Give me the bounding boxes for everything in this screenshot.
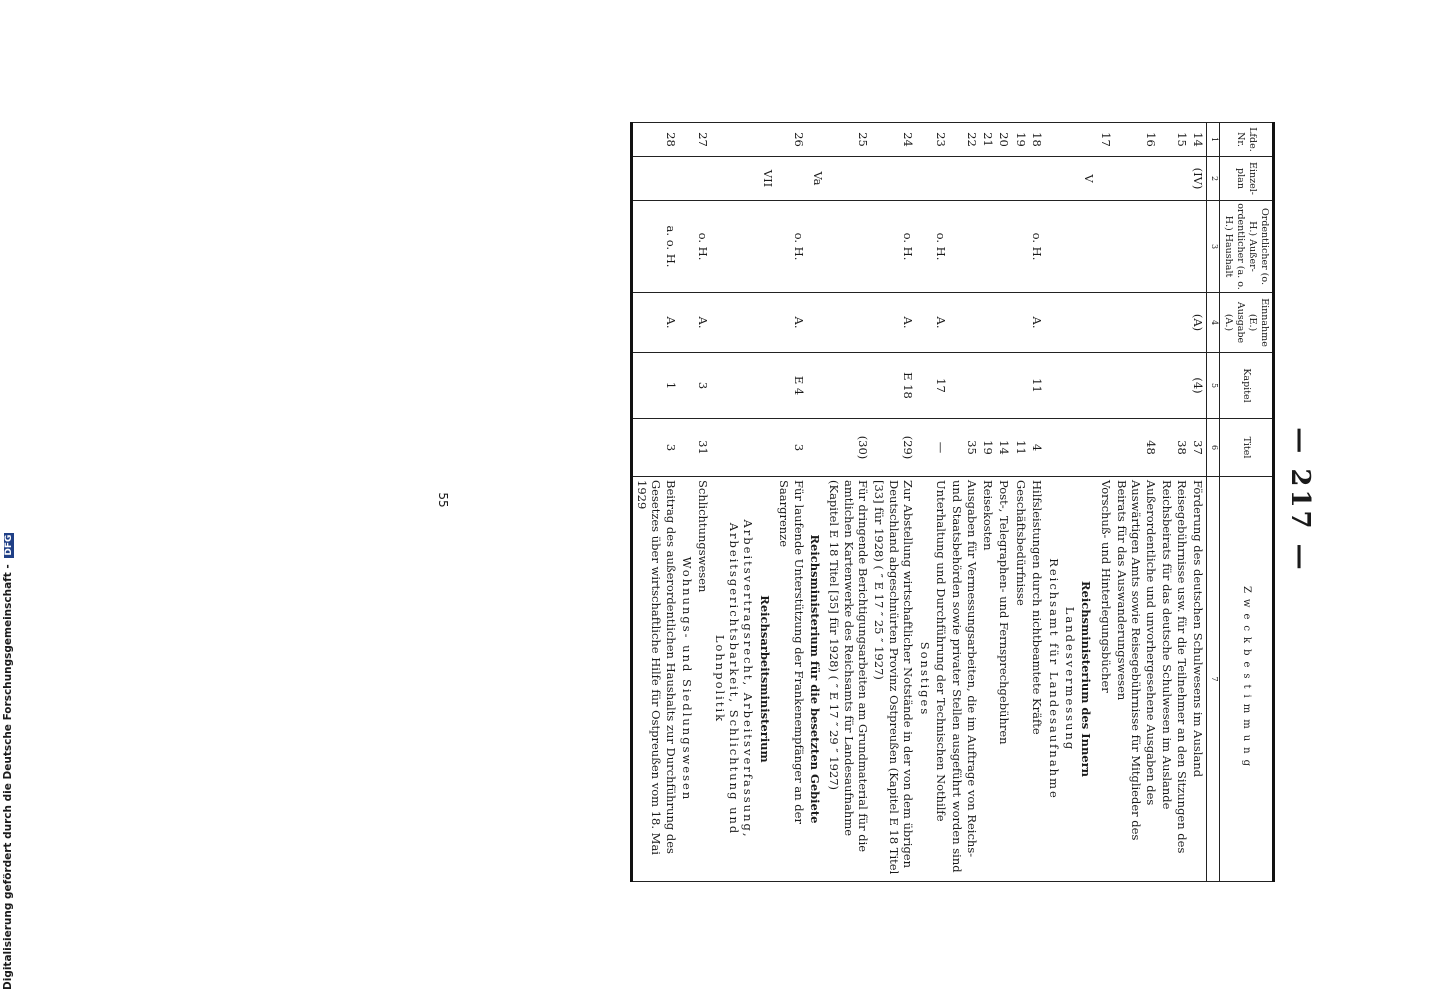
cell-nr	[679, 123, 695, 157]
cell-ea	[1114, 293, 1159, 353]
cell-text: Reichsamt für Landesaufnahme	[1045, 477, 1061, 882]
cell-text: Für laufende Unterstützung der Frankenempfänger an der Saargrenze	[776, 477, 807, 882]
column-number: 4	[1207, 293, 1220, 353]
cell-tit: 38	[1159, 419, 1190, 477]
table-row	[1159, 123, 1190, 882]
cell-tit	[757, 419, 776, 477]
cell-ep	[1013, 157, 1029, 201]
cell-text: Reisegebührnisse usw. für die Teilnehmer an den Sitzungen des Reichsbeirats für das deutsche Schulwesen im Auslande	[1159, 477, 1190, 882]
cell-tit: 37	[1190, 419, 1207, 477]
cell-ea	[1062, 293, 1078, 353]
cell-kap	[1078, 353, 1097, 419]
column-number: 2	[1207, 157, 1220, 201]
cell-ep	[695, 157, 711, 201]
cell-ep: (IV)	[1190, 157, 1207, 201]
cell-ea: (A)	[1190, 293, 1207, 353]
cell-ep: VII	[757, 157, 776, 201]
cell-ep	[632, 157, 679, 201]
cell-tit: 3	[632, 419, 679, 477]
cell-text: Für dringende Berichtigungsarbeiten am Grundmaterial für die amtlichen Kartenwerke des Reichsamts für Landesaufnahme (Kapitel E 18 Titel [35] für 1928) ( ″ E 17 ″ 29 ″ 1927)	[826, 477, 871, 882]
header-einnahme-ausgabe: Einnahme (E.) Ausgabe (A.)	[1220, 293, 1274, 353]
cell-ea	[711, 293, 756, 353]
table-row	[1114, 123, 1159, 882]
cell-ep	[1097, 157, 1113, 201]
table-row	[916, 123, 932, 882]
cell-hh	[826, 201, 871, 293]
cell-hh: a. o. H.	[632, 201, 679, 293]
cell-text: Wohnungs- und Siedlungswesen	[679, 477, 695, 882]
dfg-logo-icon: DFG	[4, 534, 14, 556]
cell-ep	[996, 157, 1012, 201]
cell-tit: 48	[1114, 419, 1159, 477]
cell-text: Post-, Telegraphen- und Fernsprechgebühren	[996, 477, 1012, 882]
cell-nr: 23	[933, 123, 949, 157]
cell-nr: 17	[1097, 123, 1113, 157]
cell-hh	[1190, 201, 1207, 293]
cell-hh: o. H.	[695, 201, 711, 293]
cell-nr: 25	[826, 123, 871, 157]
column-number-row	[1207, 123, 1220, 882]
cell-hh: o. H.	[1029, 201, 1045, 293]
cell-kap: 1	[632, 353, 679, 419]
header-kapitel: Kapitel	[1220, 353, 1274, 419]
cell-hh	[1159, 201, 1190, 293]
cell-tit	[1045, 419, 1061, 477]
table-row	[996, 123, 1012, 882]
cell-kap	[1159, 353, 1190, 419]
cell-nr: 19	[1013, 123, 1029, 157]
cell-ea	[980, 293, 996, 353]
cell-hh	[949, 201, 980, 293]
cell-kap	[826, 353, 871, 419]
cell-ep: Va	[807, 157, 826, 201]
cell-ea: A.	[1029, 293, 1045, 353]
cell-nr: 24	[871, 123, 916, 157]
header-lfde-nr: Lfde. Nr.	[1220, 123, 1274, 157]
header-titel: Titel	[1220, 419, 1274, 477]
cell-kap	[807, 353, 826, 419]
header-haushalt: Ordentlicher (o. H.) Außer-ordentlicher (a. o. H.) Haushalt	[1220, 201, 1274, 293]
cell-tit	[679, 419, 695, 477]
cell-nr: 28	[632, 123, 679, 157]
cell-ea: A.	[776, 293, 807, 353]
cell-tit: (30)	[826, 419, 871, 477]
cell-hh	[807, 201, 826, 293]
cell-kap: E 4	[776, 353, 807, 419]
cell-nr	[757, 123, 776, 157]
cell-kap	[980, 353, 996, 419]
page-number: — 217 —	[1285, 427, 1315, 573]
cell-nr: 20	[996, 123, 1012, 157]
cell-hh	[916, 201, 932, 293]
cell-ep	[1159, 157, 1190, 201]
cell-text: Reisekosten	[980, 477, 996, 882]
cell-tit: —	[933, 419, 949, 477]
cell-ep	[871, 157, 916, 201]
cell-tit: (29)	[871, 419, 916, 477]
cell-nr: 14	[1190, 123, 1207, 157]
table-row	[949, 123, 980, 882]
table-row	[1190, 123, 1207, 882]
cell-ea: A.	[871, 293, 916, 353]
table-row	[1029, 123, 1045, 882]
cell-tit: 3	[776, 419, 807, 477]
cell-ea	[949, 293, 980, 353]
cell-hh	[679, 201, 695, 293]
cell-ea: A.	[632, 293, 679, 353]
cell-kap	[679, 353, 695, 419]
cell-text: Außerordentliche und unvorhergesehene Ausgaben des Auswärtigen Amts sowie Reisegebührnisse für Mitglieder des Beirats für das Auswanderungswesen	[1114, 477, 1159, 882]
cell-kap: 11	[1029, 353, 1045, 419]
cell-tit: 35	[949, 419, 980, 477]
cell-hh: o. H.	[776, 201, 807, 293]
header-row	[1220, 123, 1274, 882]
cell-nr: 18	[1029, 123, 1045, 157]
cell-tit	[1078, 419, 1097, 477]
cell-tit: 14	[996, 419, 1012, 477]
cell-text: Ausgaben für Vermessungsarbeiten, die im Auftrage von Reichs- und Staatsbehörden sowie privater Stellen ausgeführt worden sind	[949, 477, 980, 882]
cell-ea	[807, 293, 826, 353]
cell-ep	[711, 157, 756, 201]
dfg-credit	[2, 533, 14, 990]
cell-ea: A.	[695, 293, 711, 353]
cell-nr	[1078, 123, 1097, 157]
cell-ep	[1062, 157, 1078, 201]
cell-nr	[711, 123, 756, 157]
cell-hh	[757, 201, 776, 293]
cell-ea	[826, 293, 871, 353]
cell-text: Arbeitsvertragsrecht, Arbeitsverfassung, Arbeitsgerichtsbarkeit, Schlichtung und Lohnpolitik	[711, 477, 756, 882]
cell-kap	[949, 353, 980, 419]
cell-ep	[826, 157, 871, 201]
cell-tit: 4	[1029, 419, 1045, 477]
cell-ep	[980, 157, 996, 201]
column-number: 5	[1207, 353, 1220, 419]
cell-nr	[1062, 123, 1078, 157]
table-row	[826, 123, 871, 882]
budget-table	[631, 122, 1276, 882]
cell-hh: o. H.	[871, 201, 916, 293]
cell-nr: 15	[1159, 123, 1190, 157]
table-row	[871, 123, 916, 882]
cell-ep	[679, 157, 695, 201]
cell-nr: 21	[980, 123, 996, 157]
cell-kap	[1062, 353, 1078, 419]
header-zweckbestimmung: Zweckbestimmung	[1220, 477, 1274, 882]
cell-tit	[711, 419, 756, 477]
cell-ep	[1114, 157, 1159, 201]
cell-text: Reichsministerium für die besetzten Gebiete	[807, 477, 826, 882]
cell-ea	[1159, 293, 1190, 353]
cell-nr	[916, 123, 932, 157]
cell-tit: 19	[980, 419, 996, 477]
cell-hh	[1097, 201, 1113, 293]
cell-ep	[1029, 157, 1045, 201]
cell-ea	[916, 293, 932, 353]
cell-ea: A.	[933, 293, 949, 353]
cell-nr: 27	[695, 123, 711, 157]
cell-text: Beitrag des außerordentlichen Haushalts zur Durchführung des Gesetzes über wirtschaftliche Hilfe für Ostpreußen vom 18. Mai 1929	[632, 477, 679, 882]
cell-text: Reichsministerium des Innern	[1078, 477, 1097, 882]
cell-ep	[916, 157, 932, 201]
rotated-content	[140, 100, 1320, 900]
table-row	[1078, 123, 1097, 882]
cell-ea	[1013, 293, 1029, 353]
table-row	[1097, 123, 1113, 882]
cell-nr	[807, 123, 826, 157]
table-row	[807, 123, 826, 882]
cell-text: Zur Abstellung wirtschaftlicher Notstände in der von dem übrigen Deutschland abgeschnürten Provinz Ostpreußen (Kapitel E 18 Titel [33] für 1928) ( ″ E 17 ″ 25 ″ 1927)	[871, 477, 916, 882]
cell-kap: (4)	[1190, 353, 1207, 419]
cell-kap	[1045, 353, 1061, 419]
cell-nr: 16	[1114, 123, 1159, 157]
column-number: 3	[1207, 201, 1220, 293]
cell-ep	[1045, 157, 1061, 201]
cell-ea	[679, 293, 695, 353]
cell-text: Schlichtungswesen	[695, 477, 711, 882]
table-row	[1045, 123, 1061, 882]
cell-ep	[933, 157, 949, 201]
cell-kap: 3	[695, 353, 711, 419]
cell-tit: 31	[695, 419, 711, 477]
table-row	[632, 123, 679, 882]
dfg-credit-text: Digitalisierung gefördert durch die Deutsche Forschungsgemeinschaft -	[2, 564, 14, 990]
cell-text: Förderung des deutschen Schulwesens im Ausland	[1190, 477, 1207, 882]
cell-kap	[711, 353, 756, 419]
cell-hh	[996, 201, 1012, 293]
cell-tit	[807, 419, 826, 477]
table-row	[776, 123, 807, 882]
cell-ea	[1078, 293, 1097, 353]
cell-kap	[1097, 353, 1113, 419]
cell-text: Sonstiges	[916, 477, 932, 882]
cell-kap	[916, 353, 932, 419]
cell-kap	[757, 353, 776, 419]
cell-nr: 22	[949, 123, 980, 157]
cell-kap	[1114, 353, 1159, 419]
cell-text: Unterhaltung und Durchführung der Technischen Nothilfe	[933, 477, 949, 882]
table-row	[757, 123, 776, 882]
cell-tit	[1062, 419, 1078, 477]
cell-kap: 17	[933, 353, 949, 419]
table-row	[695, 123, 711, 882]
cell-hh	[1078, 201, 1097, 293]
column-number: 6	[1207, 419, 1220, 477]
cell-ea	[1045, 293, 1061, 353]
cell-hh	[1045, 201, 1061, 293]
table-row	[1062, 123, 1078, 882]
cell-tit	[916, 419, 932, 477]
cell-nr: 26	[776, 123, 807, 157]
cell-hh	[1013, 201, 1029, 293]
cell-ep	[949, 157, 980, 201]
cell-hh: o. H.	[933, 201, 949, 293]
cell-ep	[776, 157, 807, 201]
cell-tit	[1097, 419, 1113, 477]
cell-kap: E 18	[871, 353, 916, 419]
cell-kap	[996, 353, 1012, 419]
cell-text: Landesvermessung	[1062, 477, 1078, 882]
cell-ep: V	[1078, 157, 1097, 201]
column-number: 7	[1207, 477, 1220, 882]
table-row	[679, 123, 695, 882]
cell-ea	[757, 293, 776, 353]
cell-kap	[1013, 353, 1029, 419]
table-row	[1013, 123, 1029, 882]
cell-ea	[1097, 293, 1113, 353]
cell-tit: 11	[1013, 419, 1029, 477]
header-einzelplan: Einzel-plan	[1220, 157, 1274, 201]
footer-page-number: 55	[436, 492, 450, 508]
cell-hh	[1114, 201, 1159, 293]
cell-hh	[980, 201, 996, 293]
cell-text: Reichsarbeitsministerium	[757, 477, 776, 882]
cell-nr	[1045, 123, 1061, 157]
cell-text: Hilfsleistungen durch nichtbeamtete Kräfte	[1029, 477, 1045, 882]
table-row	[711, 123, 756, 882]
cell-ea	[996, 293, 1012, 353]
cell-hh	[1062, 201, 1078, 293]
table-row	[980, 123, 996, 882]
cell-text: Vorschuß- und Hinterlegungsbücher	[1097, 477, 1113, 882]
cell-hh	[711, 201, 756, 293]
cell-text: Geschäftsbedürfnisse	[1013, 477, 1029, 882]
table-row	[933, 123, 949, 882]
column-number: 1	[1207, 123, 1220, 157]
